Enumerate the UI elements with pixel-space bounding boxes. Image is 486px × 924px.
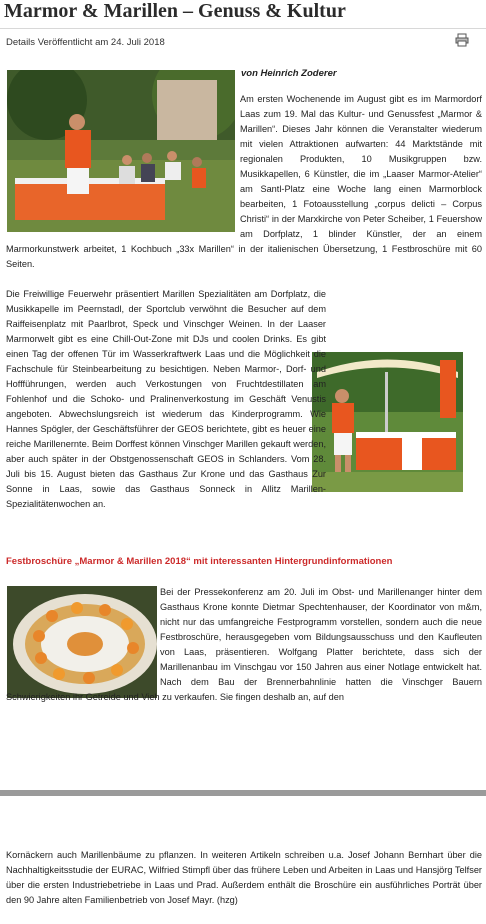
print-icon[interactable] [455, 33, 469, 47]
paragraph-3: Bei der Pressekonferenz am 20. Juli im Obst- und Marillenanger hinter dem Gasthaus Krone konnte Dietmar Spechtenhauser, der Koordinator von m&m, nicht nur das umfangreiche Festprogramm vorstellen, sondern auch die neue Festbroschüre, herausgegeben vom Bildungsausschuss und den Kaufleuten von Laas, präsentieren. Wolfgang Platter berichtete, dass sich der Marillenanbau im Vinschgau vor 150 Jahren aus einer Notlage entwickelt hat. Nach dem Bau der Brennerbahnlinie hatten die Vinschger Bauern Schwierigkeiten ihr Getreide und Vieh zu verkaufen. Sie fingen deshalb an, auf den [6, 587, 482, 702]
photo-spacer [326, 348, 482, 487]
article-meta [6, 37, 165, 48]
article-body-2 [6, 287, 482, 512]
article-title: Marmor & Marillen – Genuss & Kultur [4, 0, 346, 22]
paragraph-1: Am ersten Wochenende im August gibt es im Marmordorf Laas zum 19. Mal das Kultur- und Genussfest „Marmor & Marillen“. Dieses Jahr können die Veranstalter wiederum mit vielen Attraktionen aufwarten: 44 Marktstände mit regionalen Produkten, 10 Musikgruppen bzw. Musikkapellen, 6 Künstler, die im „Laaser Marmor-Atelier“ am Santl-Platz eine Woche lang einen Marmorblock bearbeiten, 1 Fotoausstellung „corpus delicti – Corpus Christi“ in der Marxkirche von Peter Scheiber, 1 Feuershow am Dorfplatz, 1 blinder Künstler, der an einem Marmorkunstwerk arbeitet, 1 Kochbuch „33x Marillen“ in der italienischen Übersetzung, 1 Festbroschüre mit 60 Seiten. [6, 94, 482, 269]
meta-label: Details [6, 37, 36, 48]
photo-spacer [6, 585, 160, 689]
paragraph-2: Die Freiwillige Feuerwehr präsentiert Marillen Spezialitäten am Dorfplatz, die Musikkapelle im Peernstadl, der Sportclub verwöhnt die Besucher auf dem Raiffeisenplatz mit Paarlbrot, Speck und Vinschger Weinen. In der Laaser Marmorwelt gibt es eine Chill-Out-Zone mit DJs und coolen Drinks. Es gibt einen Tag der offenen Tür im Wasserkraftwerk Laas und die Möglichkeit die Fachschule für Steinbearbeitung zu besichtigen. Neben Marmor-, Dorf- und Hoffführungen, werden auch Verkostungen von Fruchtdestillaten am Fohlenhof und die Schoko- und Pralinenverkostung im Geschäft Venustis angeboten. Abwechslungsreich ist wiederum das Kinderprogramm. Wie Hannes Spögler, der Geschäftsführer der GEOS berichtete, gibt es heuer eine reiche Marillenernte. Beim Dorffest können Vinschger Marillen gekauft werden, aber auch später in der Obstgenossenschaft GEOS in Schlanders. Vom 28. Juli bis 15. August bieten das Gasthaus Zur Krone und das Gasthaus Zur Sonne in Laas, sowie das Gasthaus Sonneck in Allitz Marillen-Spezialitätenwochen an. [6, 289, 326, 509]
article-body-3 [6, 585, 482, 705]
paragraph-4: Kornäckern auch Marillenbäume zu pflanzen. In weiteren Artikeln schreiben u.a. Josef Johann Bernhart über die Nachhaltigkeitsstudie der EURAC, Wilfried Stimpfl über das frühere Leben und Arbeiten in Laas und Hansjörg Telfser über die ersten Industriebetriebe in Laas und Prad. Außerdem enthält die Broschüre ein ausführliches Porträt über den 90 Jahre alten Familienbetrieb von Josef Mayr. (hzg) [6, 850, 482, 905]
page-break-gap [0, 735, 486, 790]
divider [0, 28, 486, 29]
author-byline: von Heinrich Zoderer [241, 68, 337, 79]
article-body-4 [6, 848, 482, 908]
published-date: Veröffentlicht am 24. Juli 2018 [37, 37, 165, 48]
photo-spacer [6, 92, 240, 234]
section-heading: Festbroschüre „Marmor & Marillen 2018“ mit interessanten Hintergrundinformationen [6, 556, 393, 567]
article-body-1 [6, 92, 482, 272]
page-separator [0, 790, 486, 796]
